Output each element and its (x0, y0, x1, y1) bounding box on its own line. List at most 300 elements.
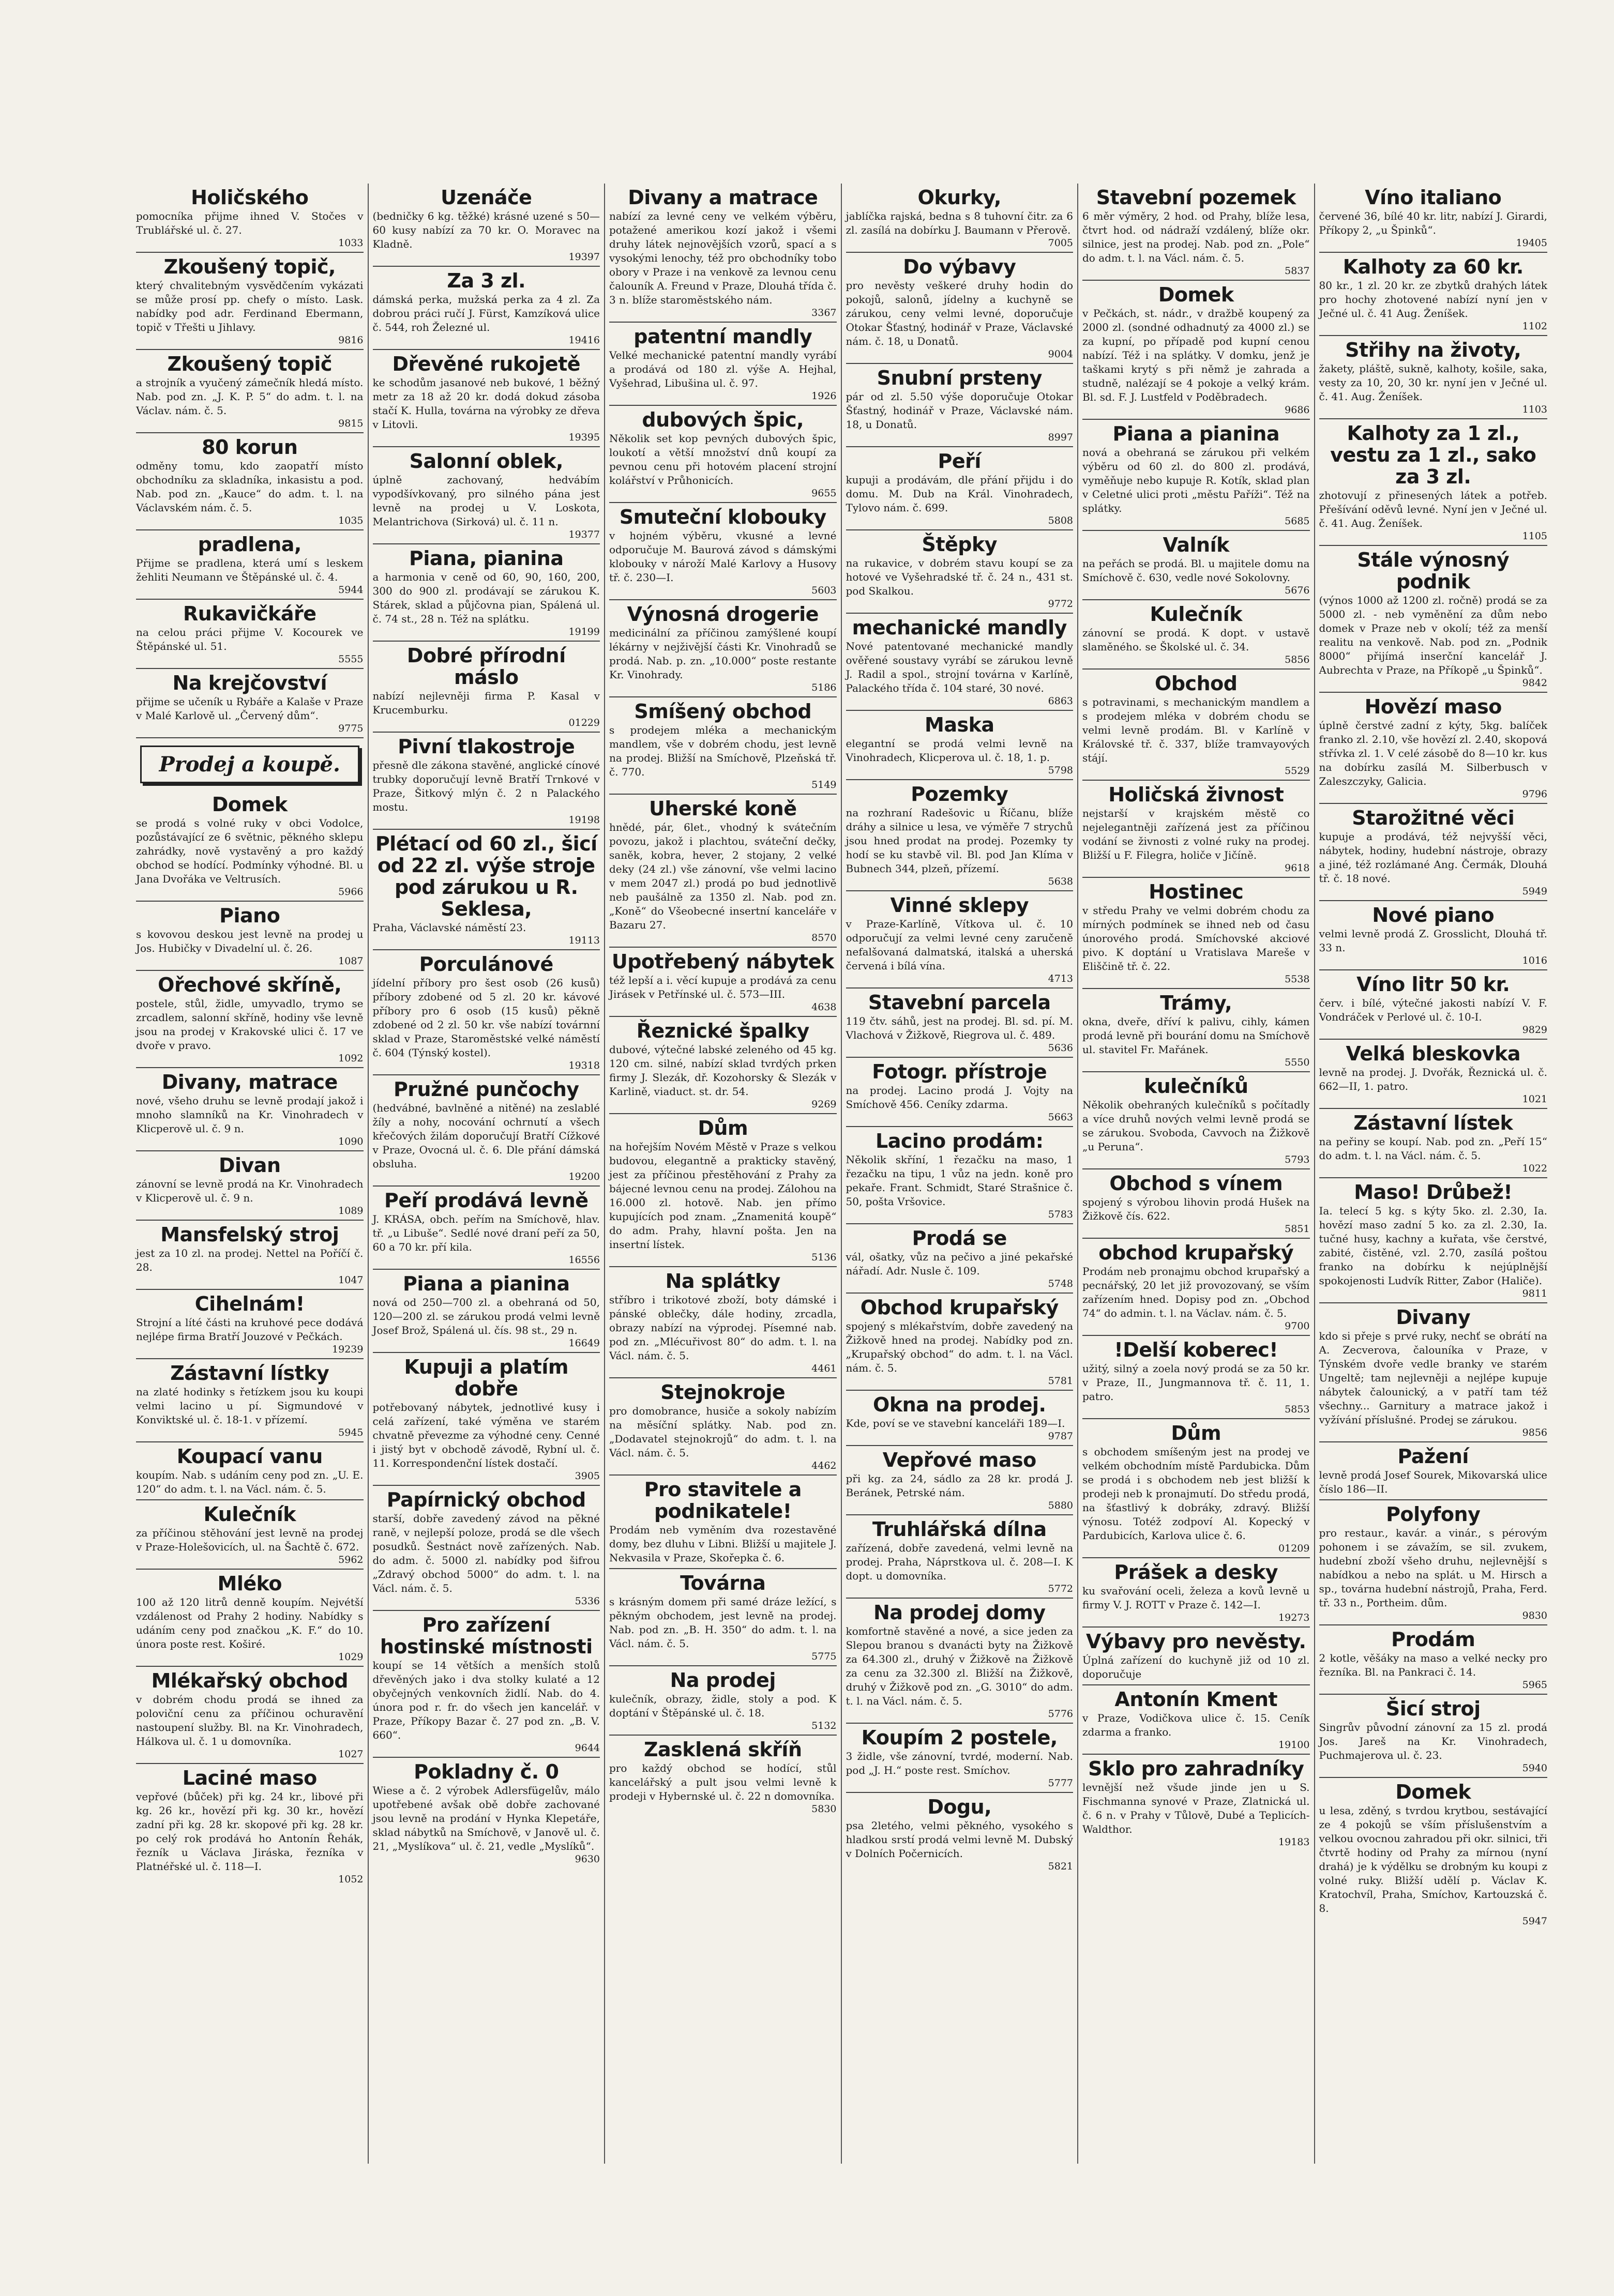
ad-body: 100 až 120 litrů denně koupím. Nejvétší vzdálenost od Prahy 2 hodiny. Nabídky s udáním ceny pod značkou „K. F.“ do 10. února poste rest. Koširé. (136, 1596, 364, 1650)
ad-body: Několik set kop pevných dubových špic, loukotí a větší množství dnů koupí za pevnou cenu při hotovém placení strojní kolářství v Průhonicích. (609, 432, 837, 486)
ad-number: 9842 (1522, 677, 1547, 689)
ad-title: Dobré přírodní máslo (406, 644, 566, 689)
ad-number: 5136 (811, 1252, 837, 1263)
ad-number: 5945 (338, 1427, 364, 1438)
classified-ad (609, 1736, 837, 1818)
ad-body: pomocníka přijme ihned V. Stočes v Trublářské ul. č. 27. (136, 210, 364, 236)
ad-number: 5853 (1285, 1404, 1310, 1415)
ad-number: 7005 (1048, 237, 1073, 249)
ad-number: 01229 (568, 717, 600, 728)
ad-title: Zástavní lístek (1353, 1112, 1513, 1134)
ad-title: Zasklená skříň (643, 1738, 802, 1761)
classified-ad (846, 1127, 1074, 1224)
ad-body: s prodejem mléka a mechanickým mandlem, vše v dobrém chodu, jest levně na prodej. Bližší na Smíchově, Plzeňská tř. č. 770. (609, 724, 837, 778)
ad-title: Stejnokroje (660, 1381, 786, 1404)
classified-ad (609, 600, 837, 697)
ad-number: 19113 (568, 935, 600, 946)
ad-title: Pokladny č. 0 (414, 1760, 559, 1783)
ad-number: 1102 (1522, 321, 1547, 332)
ad-body: stříbro i trikotové zboží, boty dámské i pánské oblečky, dále hodiny, zrcadla, obrazy nabízí na výprodej. Písemné nab. pod zn. „Mlécuřivost 80“ do adm. t. l. na Václ. nám. č. 5. (609, 1294, 837, 1362)
ad-number: 5538 (1285, 974, 1310, 985)
ad-body: odměny tomu, kdo zaopatří místo obchodníku za skladníka, inkasistu a pod. Nab. pod zn. „Kauce“ do adm. t. l. na Václavském nám. č. 5. (136, 460, 364, 514)
ad-title: Peří (938, 450, 981, 473)
ad-title: Porculánové (419, 953, 553, 976)
ad-number: 1089 (338, 1205, 364, 1217)
classified-ad (846, 1224, 1074, 1294)
ad-title: Do výbavy (903, 255, 1016, 278)
ad-title: patentní mandly (633, 325, 812, 348)
ad-number: 5793 (1285, 1154, 1310, 1165)
ad-title: Smuteční klobouky (619, 506, 826, 528)
ad-body: v středu Prahy ve velmi dobrém chodu za mírných podmínek se ihned neb od času únorového prodá. Smíchovské akciové pivo. K doptání u Vratislava Mareše v Eliščině tř. č. 22. (1082, 904, 1310, 972)
classified-ad (373, 350, 600, 447)
ad-body: vepřové (bůček) při kg. 24 kr., libové při kg. 26 kr., hovězí při kg. 30 kr., hovězí zadní při kg. 28 kr. skopové při kg. 28 kr. po celý rok prodává ho Antonín Řehák, řezník u Václava Jiráska, řezníka v Platnéřské ul. č. 118—I. (136, 1790, 364, 1873)
ad-number: 9796 (1522, 788, 1547, 800)
ad-number: 8570 (811, 932, 837, 944)
ad-title: Fotogr. přístroje (872, 1060, 1047, 1083)
classified-ad (1319, 1625, 1548, 1695)
ad-number: 5776 (1048, 1708, 1073, 1720)
ad-body: Úplná zařízení do kuchyně již od 10 zl. doporučuje (1082, 1654, 1310, 1680)
classified-ad (136, 1359, 364, 1442)
ad-body: hnědé, pár, 6let., vhodný k svátečním povozu, jakož i plachtou, sváteční dečky, saněk, kobra, hever, 2 stojany, 2 velké deky (24 zl.) vše zánovní, vše velmi lacino v mem 2047 zl.) prodá po bud jednotlivě neb paušálně za 1350 zl. Nab. pod zn. „Koně“ do Všeobecné insertní kanceláře v Bazaru 27. (609, 821, 837, 931)
ad-body: v Praze, Vodičkova ulice č. 15. Ceník zdarma a franko. (1082, 1712, 1310, 1738)
classified-ad (1319, 419, 1548, 546)
ad-number: 5149 (811, 779, 837, 790)
ad-body: v hojném výběru, vkusné a levné odporučuje M. Baurová závod s dámskými klobouky v nároží Malé Karlovy a Husovy tř. č. 230—I. (609, 529, 837, 584)
classified-ad (609, 1378, 837, 1476)
ad-title: Pro stavitele a podnikatele! (644, 1478, 802, 1523)
ad-title: Peří prodává levně (384, 1189, 589, 1212)
ad-number: 16556 (568, 1254, 600, 1266)
classified-ad (846, 989, 1074, 1058)
classified-ad (846, 1391, 1074, 1446)
classified-ad (846, 614, 1074, 711)
ad-number: 5777 (1048, 1777, 1073, 1789)
ad-title: Uzenáče (441, 186, 532, 209)
ad-number: 9644 (575, 1742, 600, 1754)
ad-body: na rozhraní Radešovic u Říčanu, blíže dráhy a silnice u lesa, ve výměře 7 strychů jsou hned prodat na prodej. Pozemky ty hodí se ku stavbě vil. Bl. pod Jan Klíma v Bubnech 344, plzeň, přízemí. (846, 807, 1073, 875)
ad-title: Valník (1163, 534, 1229, 556)
ad-title: Kalhoty za 60 kr. (1343, 255, 1524, 278)
ad-body: u lesa, zděný, s tvrdou krytbou, sestávající ze 4 pokojů se vším příslušenstvím a velkou ovocnou zahradou při okr. silnici, tři čtvrtě hodiny od Prahy za mírnou (nyní drahá) je k výdělku se drobným ku koupi z volné ruky. Bližší udělí p. Václav K. Kratochvíl, Praha, Smíchov, Kartouzská č. 8. (1319, 1804, 1547, 1914)
ad-number: 19239 (332, 1344, 364, 1355)
ad-body: s obchodem smíšeným jest na prodej ve velkém obchodním místě Pardubicka. Dům se prodá i s obchodem neb jest bližší k prodeji neb k pronajmutí. Do středu prodá, na šťastlivý k dobráky, zdravý. Bližší výnosu. Totéž zodpoví Al. Kopecký v Pardubicích, Karlova ulice č. 6. (1082, 1446, 1310, 1542)
ad-title: Starožitné věci (1352, 807, 1515, 829)
ad-number: 5555 (338, 653, 364, 665)
ad-number: 5949 (1522, 886, 1547, 897)
ad-number: 9772 (1048, 598, 1073, 610)
classified-ad (609, 1666, 837, 1736)
ad-number: 5186 (811, 682, 837, 693)
classified-ad (1319, 253, 1548, 336)
ad-title: Salonní oblek, (409, 450, 563, 473)
ad-body: za příčinou stěhování jest levně na prodej v Praze-Holešovicích, ul. na Šachtě č. 672. (136, 1527, 364, 1553)
ad-title: Maso! Drůbež! (1354, 1181, 1513, 1204)
ad-body: Prodám neb pronajmu obchod krupařský a pecnářský, 20 let již provozovaný, se vším zařízením hned. Dopisy pod zn. „Obchod 74“ do admin. t. l. na Václav. nám. č. 5. (1082, 1265, 1310, 1319)
ad-title: Snubní prsteny (877, 367, 1042, 389)
classified-ad (609, 323, 837, 406)
ad-title: Antonín Kment (1114, 1688, 1278, 1711)
ad-number: 9856 (1522, 1427, 1547, 1438)
ad-title: Dům (1171, 1422, 1221, 1444)
ad-body: postele, stůl, židle, umyvadlo, trymo se zrcadlem, salonní skříně, hodiny vše levně jsou na prodej v Krakovské ulici č. 17 ve dvoře v pravo. (136, 997, 364, 1052)
ad-title: Na prodej (670, 1669, 776, 1692)
classified-ad (846, 1724, 1074, 1793)
ad-number: 1090 (338, 1136, 364, 1147)
classified-ad (609, 1114, 837, 1267)
ad-number: 5603 (811, 585, 837, 596)
ad-body: nabízí za levné ceny ve velkém výběru, potažené amerikou kozí jakož i všemi druhy látek nejnovějších vzorů, spací a s vysokými lenochy, též pro obchodníky tobo obory v Praze i na venkově za levnou cenu čalouník A. Freund v Praze, Dlouhá třída č. 3 n. blíže staroměstského nám. (609, 210, 837, 306)
ad-body: levně prodá Josef Sourek, Mikovarská ulice číslo 186—II. (1319, 1469, 1547, 1495)
ad-body: užitý, silný a zoela nový prodá se za 50 kr. v Praze, II., Jungmannova tř. č. 11, 1. patro. (1082, 1362, 1310, 1403)
ad-body: a harmonia v ceně od 60, 90, 160, 200, 300 do 900 zl. prodávají se zárukou K. Stárek, sklad a půjčovna pian, Spálená ul. č. 74 st., 28 n. Též na splátku. (372, 571, 600, 625)
classified-ad (609, 503, 837, 600)
ad-body: 2 kotle, věšáky na maso a velké necky pro řezníka. Bl. na Pankraci č. 14. (1319, 1652, 1547, 1678)
classified-ad (1082, 531, 1310, 600)
ad-number: 4713 (1048, 973, 1073, 984)
ad-body: Několik obehraných kulečníků s počítadly a více druhů nových velmi levně prodá se se zárukou. Svoboda, Cavvoch na Žižkově „u Peruna“. (1082, 1099, 1310, 1153)
ad-title: Ořechové skříně, (158, 974, 342, 996)
ad-number: 6863 (1048, 695, 1073, 707)
ad-title: Domek (212, 793, 288, 816)
ad-body: na celou práci přijme V. Kocourek ve Štěpánské ul. 51. (136, 626, 364, 652)
ad-title: Stavební parcela (868, 991, 1051, 1014)
ad-number: 1035 (338, 515, 364, 526)
ad-title: Okna na prodej. (873, 1393, 1046, 1416)
ad-title: Domek (1395, 1781, 1471, 1803)
ad-body: pro nevěsty veškeré druhy hodin do pokojů, salonů, jídelny a kuchyně se zárukou, ceny velmi levné, doporučuje Otokar Šťastný, hodinář v Praze, Václavské nám. č. 18, u Donatů. (846, 279, 1073, 347)
ad-title: Rukavičkáře (183, 602, 316, 625)
ad-number: 19397 (568, 251, 600, 263)
classified-ad (1319, 1040, 1548, 1109)
ad-body: velmi levně prodá Z. Grosslicht, Dlouhá tř. 33 n. (1319, 927, 1547, 954)
ad-title: Pro zařízení hostinské místnosti (380, 1614, 593, 1658)
ad-number: 5962 (338, 1554, 364, 1565)
ad-body: při kg. za 24, sádlo za 28 kr. prodá J. Beránek, Petrské nám. (846, 1472, 1073, 1499)
ad-body: Velké mechanické patentní mandly vyrábí a prodává od 180 zl. výše A. Hejhal, Vyšehrad, Libušina ul. č. 97. (609, 349, 837, 389)
classified-ad (373, 733, 600, 830)
ad-title: Divany a matrace (628, 186, 818, 209)
ad-body: úplně zachovaný, hedvábím vypodšívkovaný, pro silného pána jest levně na prodej u V. Loskota, Melantrichova (Sirková) ul. č. 11 n. (372, 474, 600, 528)
ad-number: 19318 (568, 1060, 600, 1071)
ad-number: 5529 (1285, 765, 1310, 777)
classified-ad (136, 902, 364, 971)
ad-title: Řeznické špalky (636, 1020, 809, 1042)
ad-body: a strojník a vyučený zámečník hledá místo. Nab. pod zn. „J. K. P. 5“ do adm. t. l. na Václav. nám. č. 5. (136, 376, 364, 417)
column-2 (369, 184, 606, 2164)
ad-title: Obchod (1155, 672, 1238, 695)
ad-title: Smíšený obchod (634, 700, 812, 723)
classified-ad (136, 971, 364, 1068)
classified-ad (1082, 1239, 1310, 1336)
ad-body: nová od 250—700 zl. a obehraná od 50, 120—200 zl. se zárukou prodá velmi levně Josef Brož, Spálená ul. čís. 98 st., 29 n. (372, 1296, 600, 1336)
ad-body: ke schodům jasanové neb bukové, 1 běžný metr za 18 až 20 kr. dodá dokud zásoba stačí K. Hulla, továrna na výrobky ze dřeva v Litovli. (372, 376, 600, 431)
ad-body: dámská perka, mužská perka za 4 zl. Za dobrou práci ručí J. Fürst, Kamzíková ulice č. 544, roh Železné ul. (372, 293, 600, 333)
classified-ad (1319, 1178, 1548, 1303)
ad-title: Upotřebený nábytek (611, 950, 834, 973)
ad-body: Wiese a č. 2 výrobek Adlersfügelův, málo upotřebené avšak obě dobře zachované jsou levně na prodání v Hynka Klepetáře, sklad nábytků na Smíchově, v Janově ul. č. 21, „Myslíkova“ ul. č. 21, vedle „Myslíků“. (372, 1784, 600, 1852)
column-5 (1078, 184, 1315, 2164)
ad-number: 1092 (338, 1053, 364, 1064)
ad-title: dubových špic, (642, 408, 804, 431)
ad-number: 5775 (811, 1651, 837, 1662)
classified-ad (609, 697, 837, 795)
ad-title: Trámy, (1160, 992, 1232, 1014)
classified-ad (136, 1667, 364, 1764)
classified-ad (1319, 970, 1548, 1040)
classified-ad (136, 790, 364, 902)
ad-number: 1016 (1522, 955, 1547, 966)
ad-body: psa 2letého, velmi pěkného, vysokého s hladkou srstí prodá velmi levně M. Dubský v Dolních Počernicích. (846, 1819, 1073, 1860)
ad-body: žakety, pláště, sukně, kalhoty, košile, saka, vesty za 10, 20, 30 kr. nyní jen v Ječné ul. č. 41. Aug. Ženíšek. (1319, 362, 1547, 403)
ad-title: Koupací vanu (176, 1445, 323, 1468)
ad-number: 9630 (575, 1853, 600, 1865)
classified-ad (609, 184, 837, 323)
ad-body: na peřiny se koupí. Nab. pod zn. „Peří 15“ do adm. t. l. na Václ. nám. č. 5. (1319, 1135, 1547, 1162)
classified-ad (846, 1793, 1074, 1875)
ad-number: 1029 (338, 1651, 364, 1663)
ad-number: 19395 (568, 432, 600, 443)
classified-ad (1082, 1628, 1310, 1685)
ad-number: 5783 (1048, 1209, 1073, 1220)
ad-number: 5821 (1048, 1861, 1073, 1872)
classified-ad (1082, 1419, 1310, 1558)
classified-ad (136, 350, 364, 433)
ad-body: (výnos 1000 až 1200 zl. ročně) prodá se za 5000 zl. - neb vyměnění za dům nebo domek v Praze neb v okolí; též za menší realitu na venkově. Nab. pod zn. „Podnik 8000“ přijímá inserční kancelář J. Aubrechta v Praze, na Příkopě „u Špinků“. (1319, 594, 1547, 676)
ad-number: 1105 (1522, 530, 1547, 542)
ad-body: J. KRÁSA, obch. peřím na Smíchově, hlav. tř. „u Libuše“. Sedlé nové draní peří za 50, 60 a 70 kr. pří kila. (372, 1213, 600, 1253)
ad-number: 9829 (1522, 1024, 1547, 1036)
ad-body: Singrův původní zánovní za 15 zl. prodá Jos. Jareš na Kr. Vinohradech, Puchmajerova ul. č. 23. (1319, 1721, 1547, 1761)
ad-title: Polyfony (1386, 1503, 1481, 1526)
ad-number: 19200 (568, 1171, 600, 1182)
ad-body: pro restaur., kavár. a vinár., s pérovým pohonem i se závažím, se sil. zvukem, hudební zboží všeho druhu, nejlevnější s nabídkou a nebo na splát. u M. Hirsch a sp., továrna hudební nástrojů, Praha, Ferd. tř. 33 n., Portheim. dům. (1319, 1527, 1547, 1609)
ad-number: 1027 (338, 1748, 364, 1760)
classified-columns (132, 184, 1551, 2164)
ad-number: 19405 (1516, 237, 1547, 249)
ad-number: 19377 (568, 529, 600, 540)
ad-body: v Praze-Karlíně, Vítkova ul. č. 10 odporučují za velmi levné ceny zaručeně nefalšovaná dalmatská, italská a uherská červená i bílá vína. (846, 918, 1073, 972)
ad-title: Holičská živnost (1108, 783, 1284, 806)
ad-body: který chvalitebným vysvědčením vykázati se může prosí pp. chefy o místo. Lask. nabídky pod adr. Ferdinand Ebermann, topič v Třešti u Jihlavy. (136, 279, 364, 333)
ad-title: Okurky, (917, 186, 1001, 209)
ad-number: 9686 (1285, 404, 1310, 416)
ad-body: kupuji a prodávám, dle přání přijdu i do domu. M. Dub na Král. Vinohradech, Tylovo nám. č. 699. (846, 474, 1073, 514)
ad-number: 9269 (811, 1099, 837, 1110)
ad-number: 19199 (568, 626, 600, 637)
ad-title: Zástavní lístky (170, 1362, 329, 1385)
classified-ad (1319, 1303, 1548, 1442)
ad-body: Ia. telecí 5 kg. s kýty 5ko. zl. 2.30, Ia. hovězí maso zadní 5 ko. za zl. 2.30, Ia. tučné husy, kachny a kuřata, vše čerstvé, zabité, čistěné, vzl. 2.70, zasílá poštou franko na dobírku k nejúplnější spokojenosti Ludvík Ritter, Zabor (Haliče). (1319, 1205, 1547, 1287)
ad-number: 5880 (1048, 1500, 1073, 1511)
ad-title: Maska (925, 713, 994, 736)
ad-body: zánovní se prodá. K dopt. v ustavě slaměného. se Školské ul. č. 34. (1082, 627, 1310, 653)
classified-ad (1319, 336, 1548, 419)
classified-ad (1082, 1169, 1310, 1239)
ad-number: 5944 (338, 584, 364, 596)
ad-title: Piana a pianina (403, 1272, 570, 1295)
ad-body: nejstarší v krajském městě co nejelegantněji zařízená jest za příčinou vodání se živnosti z volné ruky na prodej. Bližší u F. Filegra, holiče v Jičíně. (1082, 807, 1310, 861)
classified-ad (846, 184, 1074, 253)
ad-title: Nové piano (1372, 904, 1495, 926)
classified-ad (1082, 1336, 1310, 1419)
ad-number: 3367 (811, 307, 837, 318)
classified-ad (373, 544, 600, 642)
ad-body: v Pečkách, st. nádr., v dražbě koupený za 2000 zl. (sondné odhadnutý za 4000 zl.) se za kupní, po případě pod kupní cenou nabízí. Též i na splátky. V domku, jenž je taškami krytý s při němž je zahrada a studně, nalézají se 4 pokoje a velký krám. Bl. sd. F. J. Lustfeld v Poděbradech. (1082, 307, 1310, 403)
classified-ad (846, 780, 1074, 891)
ad-number: 8997 (1048, 432, 1073, 443)
ad-number: 01209 (1278, 1543, 1310, 1554)
ad-number: 16649 (568, 1337, 600, 1349)
ad-number: 5940 (1522, 1762, 1547, 1774)
ad-body: pro každý obchod se hodící, stůl kancelářský a pult jsou velmi levně k prodeji v Hybernské ul. č. 22 n domovníka. (609, 1762, 837, 1802)
classified-ad (136, 1764, 364, 1888)
classified-ad (846, 711, 1074, 780)
classified-ad (1082, 989, 1310, 1072)
ad-number: 9816 (338, 334, 364, 346)
ad-body: Několik skříní, 1 řezačku na maso, 1 řezačku na tipu, 1 vůz na jedn. koně pro pekaře. Frant. Schmidt, Staré Strašnice č. 50, pošta Vršovice. (846, 1153, 1073, 1208)
ad-body: nové, všeho druhu se levně prodají jakož i mnoho slamníků na Kr. Vinohradech v Klicperově ul. č. 9 n. (136, 1094, 364, 1135)
ad-title: obchod krupařský (1098, 1241, 1294, 1264)
ad-body: okna, dveře, dříví k palivu, cihly, kámen prodá levně při bourání domu na Smíchově ul. stavitel Fr. Mařánek. (1082, 1015, 1310, 1056)
ad-body: pro domobrance, husiče a sokoly nabízím na měsíční splátky. Nab. pod zn. „Dodavatel stejnokrojů“ do adm. t. l. na Václ. nám. č. 5. (609, 1405, 837, 1459)
ad-title: Továrna (680, 1572, 766, 1594)
ad-title: Cihelnám! (194, 1293, 305, 1315)
ad-body: kupuje a prodává, též nejvyšší věci, nábytek, hodiny, hudební nástroje, obrazy a jiné, též rozlámané Ang. Čermák, Dlouhá tř. č. 18 nové. (1319, 830, 1547, 885)
classified-ad (373, 1075, 600, 1187)
ad-body: medicinální za příčinou zamýšlené koupí lékárny v nejživější části Kr. Vinohradů se prodá. Nab. p. zn. „10.000“ poste restante Kr. Vinohrady. (609, 627, 837, 681)
classified-ad (1082, 670, 1310, 781)
ad-body: na zlaté hodinky s řetízkem jsou ku koupi velmi lacino u pí. Sigmundové v Konviktské ul. č. 18-1. v přízemí. (136, 1386, 364, 1426)
ad-body: jídelní příbory pro šest osob (26 kusů) příbory zdobené od 5 zl. 20 kr. kávové příbory pro 6 osob (15 kusů) pěkně zdobené od 2 zl. 50 kr. vše nabízí továrnní sklad v Praze, Staroměstské velké náměstí č. 604 (Týnský kostel). (372, 977, 600, 1059)
ad-number: 19198 (568, 814, 600, 826)
ad-title: Stále výnosný podnik (1357, 549, 1510, 593)
classified-ad (1082, 281, 1310, 420)
ad-body: Přijme se pradlena, která umí s leskem žehliti Neumann ve Štěpánské ul. č. 4. (136, 557, 364, 583)
ad-number: 5837 (1285, 265, 1310, 277)
ad-body: na hořejším Novém Městě v Praze s velkou budovou, elegantně a prakticky stavěný, jest za příčinou přestěhování z Prahy za bájecné levnou cenu na prodej. Zálohou na 16.000 zl. hotově. Nab. jen přímo kupujících pod znam. „Znamenitá koupě“ do adm. Prahy, hlavní pošta. Jen na insertní lístek. (609, 1141, 837, 1251)
ad-number: 1103 (1522, 404, 1547, 415)
classified-ad (136, 600, 364, 669)
ad-title: kulečníků (1143, 1075, 1248, 1098)
ad-title: Na prodej domy (873, 1601, 1046, 1624)
classified-ad (609, 1267, 837, 1378)
ad-body: kulečník, obrazy, židle, stoly a pod. K doptání v Štěpánské ul. č. 18. (609, 1693, 837, 1719)
ad-title: Sklo pro zahradníky (1088, 1757, 1304, 1780)
classified-ad (1082, 420, 1310, 531)
classified-ad (1082, 1072, 1310, 1169)
classified-ad (373, 267, 600, 350)
ad-title: mechanické mandly (852, 616, 1067, 639)
classified-ad (1319, 1442, 1548, 1500)
classified-ad (1082, 878, 1310, 989)
ad-title: Prášek a desky (1114, 1561, 1278, 1584)
ad-body: pár od zl. 5.50 výše doporučuje Otokar Šťastný, hodinář v Praze, Václavské nám. 18, u Donatů. (846, 390, 1073, 431)
ad-number: 9787 (1048, 1431, 1073, 1442)
classified-ad (846, 447, 1074, 530)
ad-number: 19416 (568, 334, 600, 346)
ad-body: Praha, Václavské náměstí 23. (372, 921, 526, 934)
ad-title: Štěpky (922, 533, 998, 556)
ad-body: přesně dle zákona stavěné, anglické cínové trubky doporučují levně Bratří Trnkové v Praze, Šitkový mlýn č. 2 n Palackého mostu. (372, 759, 600, 813)
ad-number: 9618 (1285, 862, 1310, 874)
ad-body: koupím. Nab. s udáním ceny pod zn. „U. E. 120“ do adm. t. l. na Václ. nám. č. 5. (136, 1469, 364, 1495)
ad-title: Stavební pozemek (1096, 186, 1296, 209)
ad-title: Kulečník (203, 1503, 296, 1526)
classified-ad (1319, 901, 1548, 970)
ad-title: Mléko (217, 1572, 282, 1595)
ad-number: 5336 (575, 1595, 600, 1607)
ad-title: Divany, matrace (161, 1071, 338, 1093)
ad-number: 5132 (811, 1720, 837, 1731)
column-4 (842, 184, 1079, 2164)
ad-number: 1926 (811, 390, 837, 402)
classified-ad (609, 948, 837, 1017)
ad-body: spojený s mlékařstvím, dobře zavedený na Žižkově hned na prodej. Nabídky pod zn. „Krupařský obchod“ do adm. t. l. na Václ. nám. č. 5. (846, 1320, 1073, 1374)
ad-body: v dobrém chodu prodá se ihned za poloviční cenu za příčinou ochuravění nastoupení služby. Bl. na Kr. Vinohradech, Hálkova ul. č. 1 u domovníka. (136, 1693, 364, 1747)
ad-title: Koupím 2 postele, (861, 1726, 1058, 1749)
classified-ad (136, 433, 364, 530)
ad-body: úplně čerstvé zadní z kýty, 5kg. balíček franko zl. 2.10, vše hovězí zl. 2.40, skopová střívka zl. 1. V celé zásobě do 8—10 kr. kus na dobírku zasílá M. Silberbusch v Zaleszczyky, Galicia. (1319, 719, 1547, 787)
classified-ad (1082, 1558, 1310, 1628)
ad-body: červené 36, bílé 40 kr. litr, nabízí J. Girardi, Příkopy 2, „u Špinků“. (1319, 210, 1547, 236)
classified-ad (846, 364, 1074, 447)
ad-title: Prodá se (912, 1227, 1007, 1250)
classified-ad (373, 950, 600, 1075)
ad-title: Velká bleskovka (1346, 1042, 1520, 1065)
ad-body: koupí se 14 větších a menších stolů dřevěných jako i dva stolky kulaté a 12 obyčejných venkovních židlí. Nab. do 4. února pod r. fr. do všech jen kancelář. v Praze, Příkopy Bazar č. 27 pod zn. „B. V. 660“. (372, 1659, 600, 1741)
classified-ad (136, 1500, 364, 1570)
classified-ad (136, 253, 364, 350)
classified-ad (136, 1221, 364, 1290)
ad-body: Nové patentované mechanické mandly ověřené soustavy vyrábí se zárukou levně J. Radil a spol., strojní továrna v Karlíně, Palackého třída č. 104 staré, 30 nové. (846, 640, 1073, 694)
classified-ad (1319, 804, 1548, 901)
ad-body: se prodá s volné ruky v obci Vodolce, pozůstávající ze 6 světnic, pěkného sklepu zahrádky, nově vystavěný a pro každý obchod se hodící. Podmínky výhodné. Bl. u Jana Dvořáka ve Veltrusích. (136, 817, 364, 885)
classified-ad (136, 1151, 364, 1221)
ad-title: Dřevěné rukojetě (392, 353, 581, 375)
ad-number: 1033 (338, 237, 364, 249)
classified-ad (373, 1486, 600, 1611)
ad-title: !Delší koberec! (1114, 1339, 1278, 1361)
ad-title: Laciné maso (182, 1767, 317, 1789)
ad-body: přijme se učeník u Rybáře a Kalaše v Praze v Malé Karlově ul. „Červený dům“. (136, 695, 364, 722)
ad-title: Piano (219, 904, 280, 927)
classified-ad (373, 642, 600, 733)
ad-number: 1087 (338, 955, 364, 967)
ad-body: levnější než všude jinde jen u S. Fischmanna synové v Praze, Zlatnická ul. č. 6 n. v Prahy v Tůlově, Dubé a Teplicích-Waldthor. (1082, 1781, 1310, 1835)
ad-number: 19273 (1278, 1612, 1310, 1623)
classified-ad (609, 1476, 837, 1569)
ad-title: Šicí stroj (1385, 1697, 1481, 1720)
ad-body: na prodej. Lacino prodá J. Vojty na Smíchově 456. Ceníky zdarma. (846, 1084, 1073, 1111)
classified-ad (373, 1353, 600, 1486)
classified-ad (373, 830, 600, 950)
ad-title: Za 3 zl. (447, 269, 526, 292)
classified-ad (1319, 693, 1548, 804)
ad-title: Piana a pianina (1112, 422, 1279, 445)
ad-title: Obchod s vínem (1109, 1172, 1283, 1195)
classified-ad (373, 447, 600, 544)
ad-number: 5550 (1285, 1057, 1310, 1068)
ad-number: 5748 (1048, 1278, 1073, 1289)
ad-title: Uherské koně (649, 797, 797, 820)
ad-body: jest za 10 zl. na prodej. Nettel na Poříčí č. 28. (136, 1247, 364, 1273)
ad-number: 5947 (1522, 1915, 1547, 1927)
ad-body: elegantní se prodá velmi levně na Vinohradech, Klicperova ul. č. 18, 1. p. (846, 737, 1073, 764)
ad-body: jablíčka rajská, bedna s 8 tuhovní čitr. za 6 zl. zasílá na dobírku J. Baumann v Přerově. (846, 210, 1073, 236)
ad-number: 5676 (1285, 585, 1310, 596)
